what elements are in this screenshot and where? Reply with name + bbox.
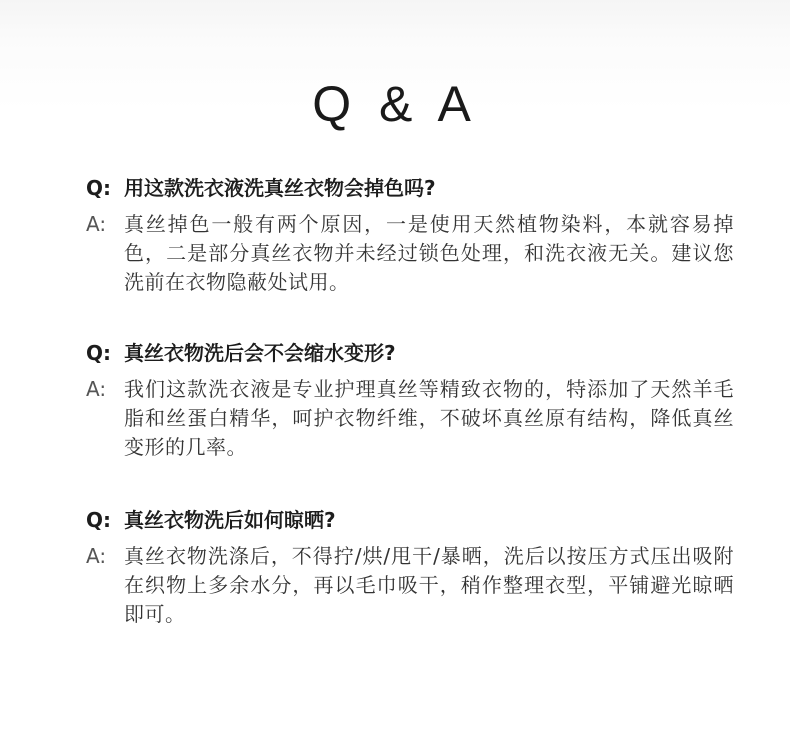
- question: [86, 174, 746, 202]
- answer-prefix: A:: [86, 544, 107, 568]
- answer-text: 我们这款洗衣液是专业护理真丝等精致衣物的，特添加了天然羊毛脂和丝蛋白精华，呵护衣物纤维，不破坏真丝原有结构，降低真丝变形的几率。: [124, 377, 734, 459]
- question-text: 用这款洗衣液洗真丝衣物会掉色吗?: [124, 176, 436, 200]
- question-text: 真丝衣物洗后如何晾晒?: [124, 508, 336, 532]
- answer-prefix: A:: [86, 212, 107, 236]
- question: [86, 339, 746, 367]
- answer-text: 真丝衣物洗涤后，不得拧/烘/甩干/暴晒，洗后以按压方式压出吸附在织物上多余水分，再以毛巾吸干，稍作整理衣型，平铺避光晾晒即可。: [124, 544, 734, 626]
- answer: [86, 375, 746, 462]
- page-title: Q & A: [312, 76, 478, 132]
- qa-item: [86, 339, 746, 462]
- question-prefix: Q:: [86, 176, 111, 200]
- question-text: 真丝衣物洗后会不会缩水变形?: [124, 341, 396, 365]
- answer-prefix: A:: [86, 377, 107, 401]
- question-prefix: Q:: [86, 341, 111, 365]
- answer-text: 真丝掉色一般有两个原因，一是使用天然植物染料，本就容易掉色，二是部分真丝衣物并未经过锁色处理，和洗衣液无关。建议您洗前在衣物隐蔽处试用。: [124, 212, 734, 294]
- qa-item: [86, 506, 746, 629]
- question: [86, 506, 746, 534]
- answer: [86, 210, 746, 297]
- answer: [86, 542, 746, 629]
- question-prefix: Q:: [86, 508, 111, 532]
- qa-item: [86, 174, 746, 297]
